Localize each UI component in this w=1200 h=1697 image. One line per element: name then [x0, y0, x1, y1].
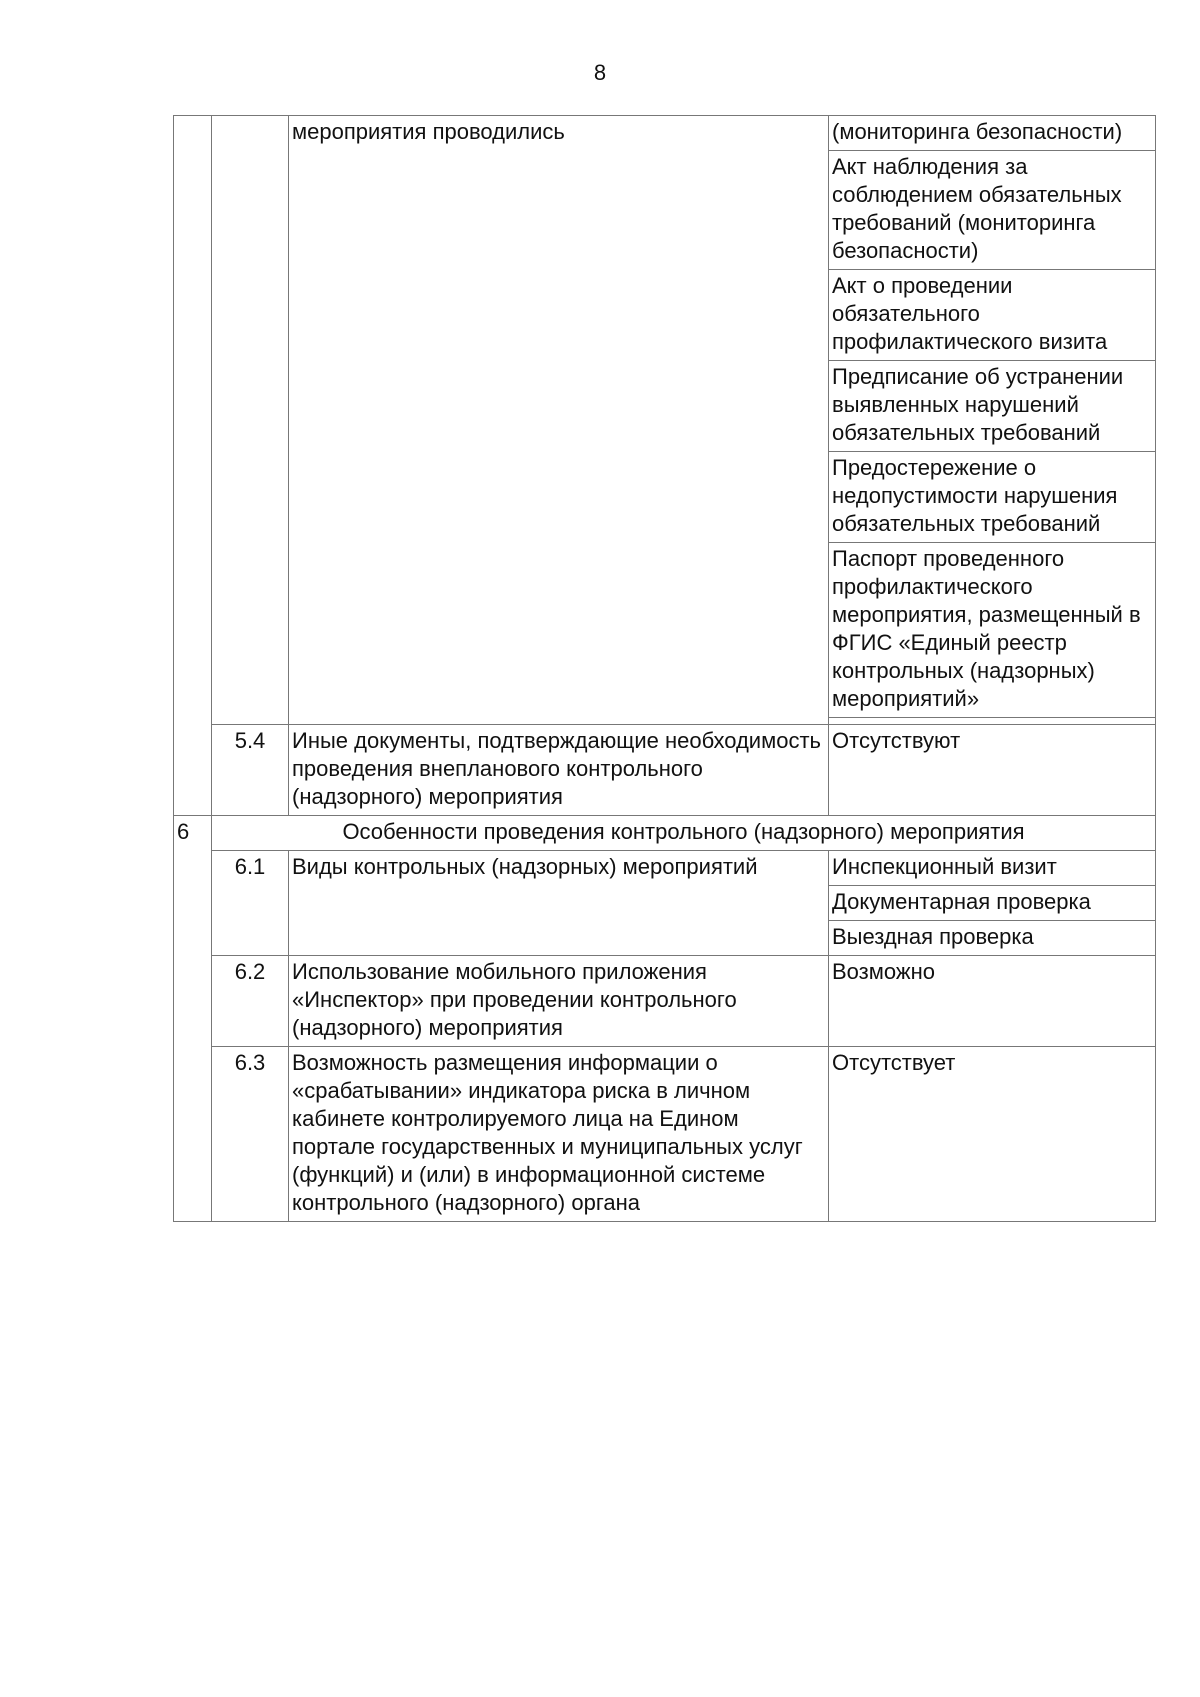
item-value: Отсутствуют [829, 725, 1156, 816]
requirements-table [173, 115, 1156, 1222]
item-value: Возможно [829, 956, 1156, 1047]
table-row [174, 956, 1156, 1047]
section-title: Особенности проведения контрольного (надзорного) мероприятия [212, 816, 1156, 851]
item-description: Виды контрольных (надзорных) мероприятий [289, 851, 829, 956]
item-number: 6.3 [212, 1047, 289, 1222]
item-number: 5.4 [212, 725, 289, 816]
item-number: 6.1 [212, 851, 289, 956]
item-description: мероприятия проводились [289, 116, 829, 725]
document-cell: Акт наблюдения за соблюдением обязательных требований (мониторинга безопасности) [829, 151, 1156, 270]
section-number-cell [174, 116, 212, 816]
table-row [174, 851, 1156, 886]
item-description: Иные документы, подтверждающие необходимость проведения внепланового контрольного (надзорного) мероприятия [289, 725, 829, 816]
section-number: 6 [174, 816, 212, 1222]
item-value: Документарная проверка [829, 886, 1156, 921]
document-cell: Предписание об устранении выявленных нарушений обязательных требований [829, 361, 1156, 452]
document-cell: Предостережение о недопустимости нарушения обязательных требований [829, 452, 1156, 543]
document-cell: (мониторинга безопасности) [829, 116, 1156, 151]
item-value: Отсутствует [829, 1047, 1156, 1222]
table-row [174, 725, 1156, 816]
table-row [174, 1047, 1156, 1222]
item-number-cell [212, 116, 289, 725]
item-number: 6.2 [212, 956, 289, 1047]
document-cell: Паспорт проведенного профилактического мероприятия, размещенный в ФГИС «Единый реестр контрольных (надзорных) мероприятий» [829, 543, 1156, 718]
item-description: Использование мобильного приложения «Инспектор» при проведении контрольного (надзорного) мероприятия [289, 956, 829, 1047]
item-value: Выездная проверка [829, 921, 1156, 956]
table-row [174, 116, 1156, 151]
item-description: Возможность размещения информации о «срабатывании» индикатора риска в личном кабинете контролируемого лица на Едином портале государственных и муниципальных услуг (функций) и (или) в информационной системе контрольного (надзорного) органа [289, 1047, 829, 1222]
document-cell: Акт о проведении обязательного профилактического визита [829, 270, 1156, 361]
table-row [174, 816, 1156, 851]
page-number: 8 [593, 60, 607, 85]
item-value: Инспекционный визит [829, 851, 1156, 886]
